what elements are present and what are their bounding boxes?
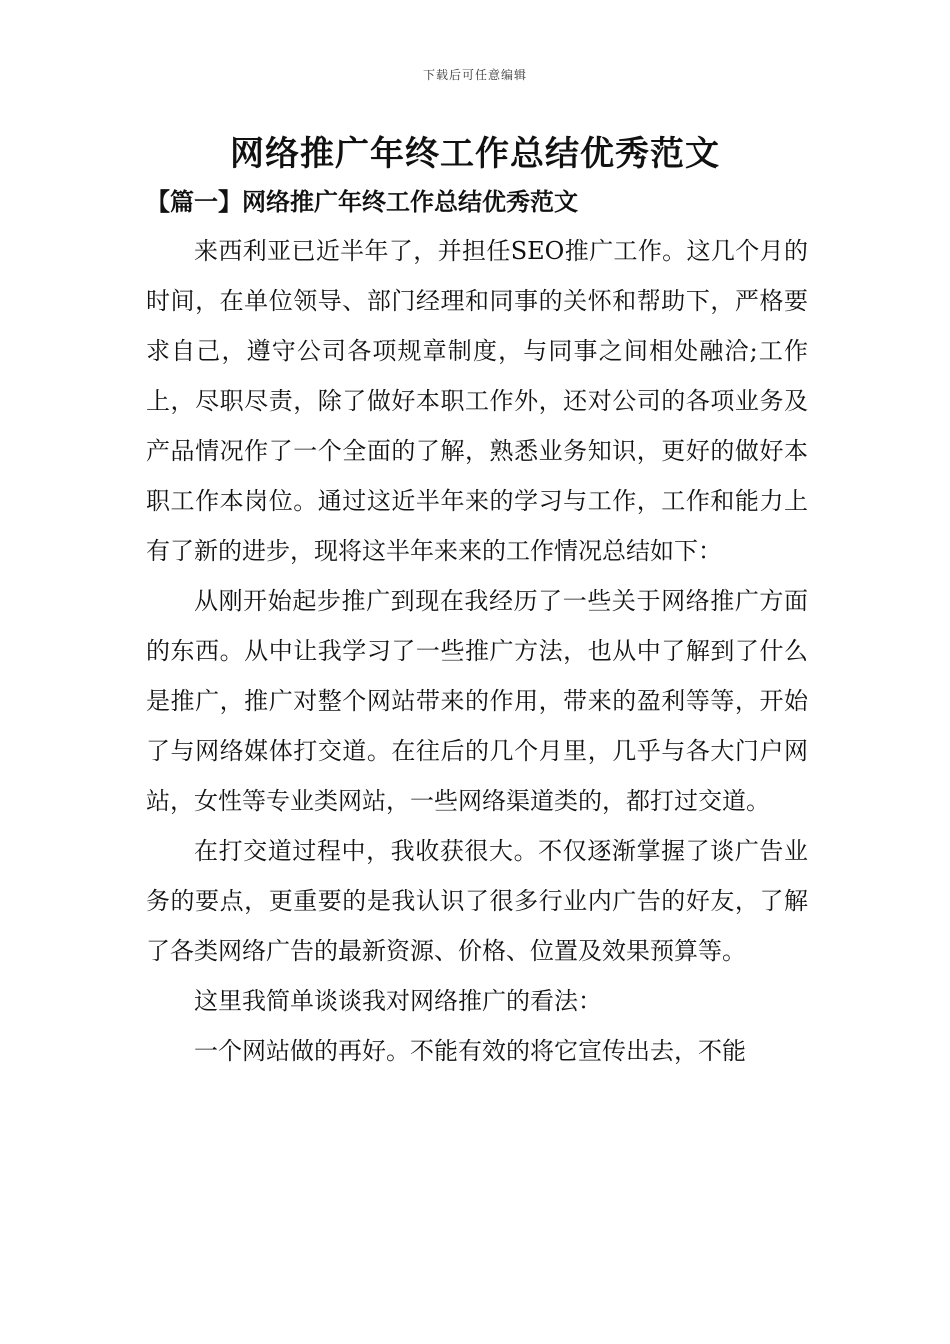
paragraph: 这里我简单谈谈我对网络推广的看法： [194, 987, 602, 1015]
paragraph: 来西利亚已近半年了，并担任SEO推广工作。这几个月的时间，在单位领导、部门经理和同事的关怀和帮助下，严格要求自己，遵守公司各项规章制度，与同事之间相处融洽;工作上，尽职尽责，除了做好本职工作外，还对公司的各项业务及产品情况作了一个全面的了解，熟悉业务知识，更好的做好本职工作本岗位。通过这近半年来的学习与工作，工作和能力上有了新的进步，现将这半年来来的工作情况总结如下： [146, 237, 808, 565]
header-note: 下载后可任意编辑 [422, 68, 527, 82]
paragraph: 从刚开始起步推广到现在我经历了一些关于网络推广方面的东西。从中让我学习了一些推广方法，也从中了解到了什么是推广，推广对整个网站带来的作用，带来的盈利等等，开始了与网络媒体打交道。在往后的几个月里，几乎与各大门户网站，女性等专业类网站，一些网络渠道类的，都打过交道。 [146, 587, 808, 815]
document-title: 网络推广年终工作总结优秀范文 [230, 134, 720, 174]
document-body [146, 226, 808, 1076]
paragraph: 一个网站做的再好。不能有效的将它宣传出去，不能 [194, 1037, 746, 1065]
section-heading: 【篇一】网络推广年终工作总结优秀范文 [146, 187, 578, 216]
paragraph: 在打交道过程中，我收获很大。不仅逐渐掌握了谈广告业务的要点，更重要的是我认识了很多行业内广告的好友，了解了各类网络广告的最新资源、价格、位置及效果预算等。 [146, 837, 808, 965]
